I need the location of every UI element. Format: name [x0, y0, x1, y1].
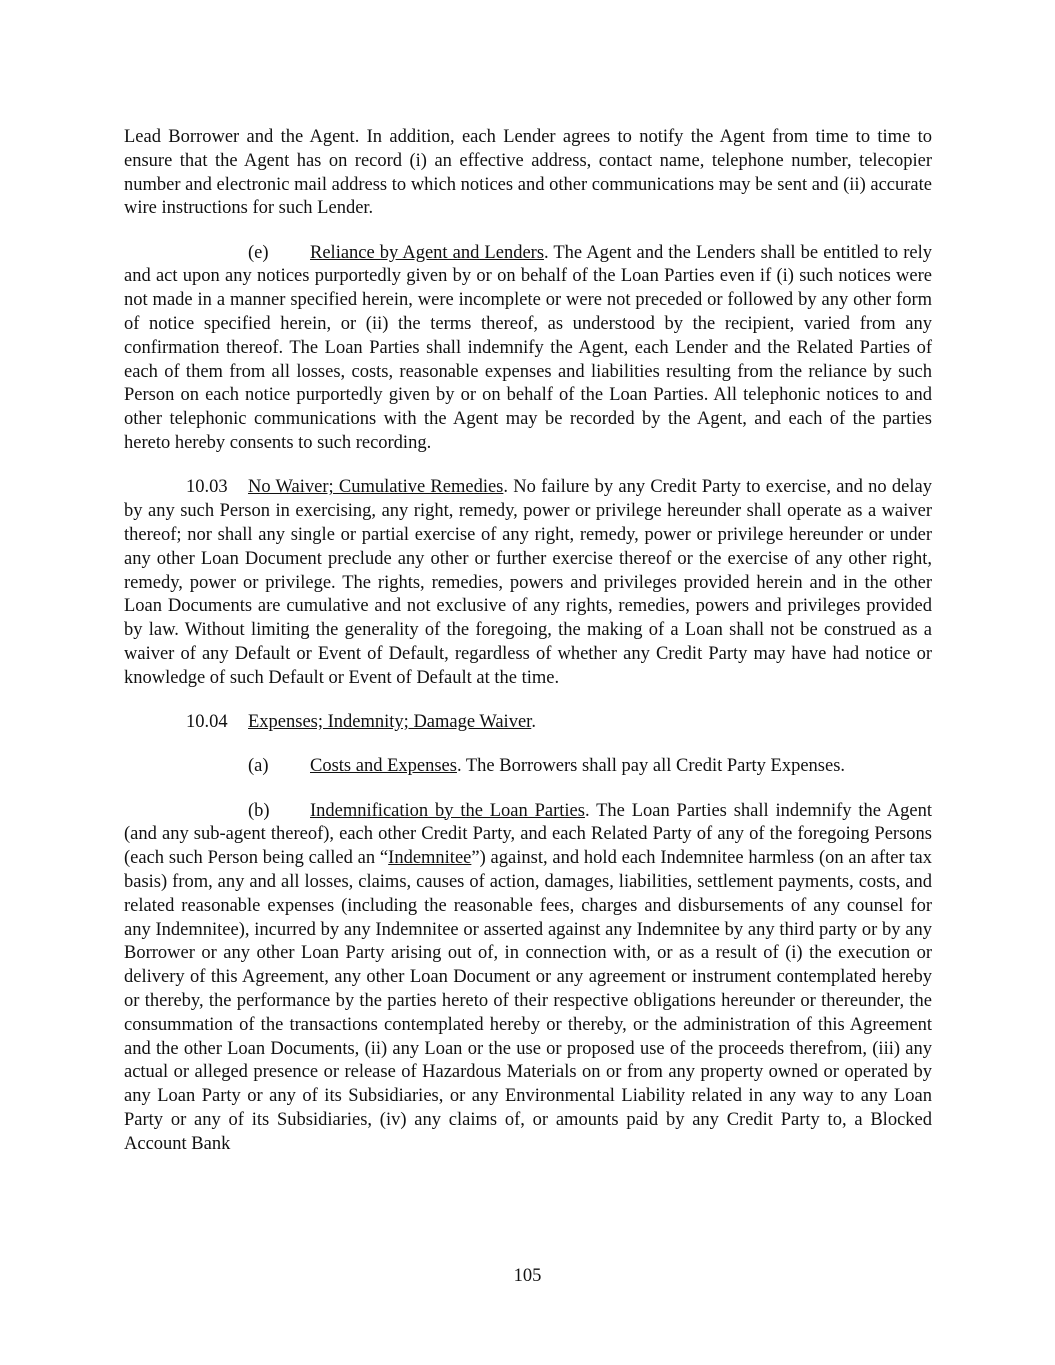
section-heading-period: .	[531, 712, 536, 733]
defined-term-indemnitee: Indemnitee	[388, 848, 472, 869]
clause-heading: Costs and Expenses	[310, 756, 457, 777]
section-10-04	[124, 711, 932, 735]
section-number: 10.03	[186, 477, 228, 498]
section-heading: Expenses; Indemnity; Damage Waiver	[248, 712, 532, 733]
clause-label: (b)	[248, 800, 270, 821]
paragraph-notice-continuation	[124, 126, 932, 221]
clause-text-part-2: ”) against, and hold each Indemnitee harmless (on an after tax basis) from, any and all losses, claims, causes of action, damages, liabilities, settlement payments, costs, and related reasonable expenses (including the reasonable fees, charges and disbursements of any counsel for any Indemnitee), incurred by any Indemnitee or asserted against any Indemnitee by any third party or by any Borrower or any other Loan Party arising out of, in connection with, or as a result of (i) the execution or delivery of this Agreement, any other Loan Document or any agreement or instrument contemplated hereby or thereby, the performance by the parties hereto of their respective obligations hereunder or thereunder, the consummation of the transactions contemplated hereby or thereby, or the administration of this Agreement and the other Loan Documents, (ii) any Loan or the use or proposed use of the proceeds therefrom, (iii) any actual or alleged presence or release of Hazardous Materials on or from any property owned or operated by any Loan Party or any of its Subsidiaries, or any Environmental Liability related in any way to any Loan Party or any of its Subsidiaries, (iv) any claims of, or amounts paid by any Credit Party to, a Blocked Account Bank	[124, 848, 932, 1154]
clause-text: . The Agent and the Lenders shall be entitled to rely and act upon any notices purportedly given by or on behalf of the Loan Parties even if (i) such notices were not made in a manner specified herein, were incomplete or were not preceded or followed by any other form of notice specified herein, or (ii) the terms thereof, as understood by the recipient, varied from any confirmation thereof. The Loan Parties shall indemnify the Agent, each Lender and the Related Parties of each of them from all losses, costs, reasonable expenses and liabilities resulting from the reliance by such Person on each notice purportedly given by or on behalf of the Loan Parties. All telephonic notices to and other telephonic communications with the Agent may be recorded by the Agent, and each of the parties hereto hereby consents to such recording.	[124, 242, 932, 454]
paragraph-e-reliance	[124, 242, 932, 456]
clause-label: (a)	[248, 756, 269, 777]
page-number: 105	[513, 1266, 542, 1286]
section-10-03	[124, 476, 932, 690]
document-page	[124, 126, 932, 1177]
section-text: . No failure by any Credit Party to exercise, and no delay by any such Person in exercising, any right, remedy, power or privilege hereunder shall operate as a waiver thereof; nor shall any single or partial exercise of any right, remedy, power or privilege hereunder or under any other Loan Document preclude any other or further exercise thereof or the exercise of any other right, remedy, power or privilege. The rights, remedies, powers and privileges provided herein and in the other Loan Documents are cumulative and not exclusive of any rights, remedies, powers and privileges provided by law. Without limiting the generality of the foregoing, the making of a Loan shall not be construed as a waiver of any Default or Event of Default, regardless of whether any Credit Party may have had notice or knowledge of such Default or Event of Default at the time.	[124, 477, 932, 688]
clause-heading: Indemnification by the Loan Parties	[310, 800, 585, 821]
paragraph-a-costs	[124, 755, 932, 779]
clause-label: (e)	[248, 242, 269, 263]
section-number: 10.04	[186, 712, 228, 733]
clause-heading: Reliance by Agent and Lenders	[310, 242, 545, 263]
paragraph-text: Lead Borrower and the Agent. In addition, each Lender agrees to notify the Agent from time to time to ensure that the Agent has on record (i) an effective address, contact name, telephone number, telecopier number and electronic mail address to which notices and other communications may be sent and (ii) accurate wire instructions for such Lender.	[124, 127, 932, 219]
clause-text: . The Borrowers shall pay all Credit Party Expenses.	[456, 756, 846, 777]
clause-text-part-1: . The Loan Parties shall indemnify the Agent (and any sub-agent thereof), each other Credit Party, and each Related Party of any of the foregoing Persons (each such Person being called an “	[124, 800, 932, 869]
paragraph-b-indemnification	[124, 800, 932, 1157]
section-heading: No Waiver; Cumulative Remedies	[248, 477, 504, 498]
